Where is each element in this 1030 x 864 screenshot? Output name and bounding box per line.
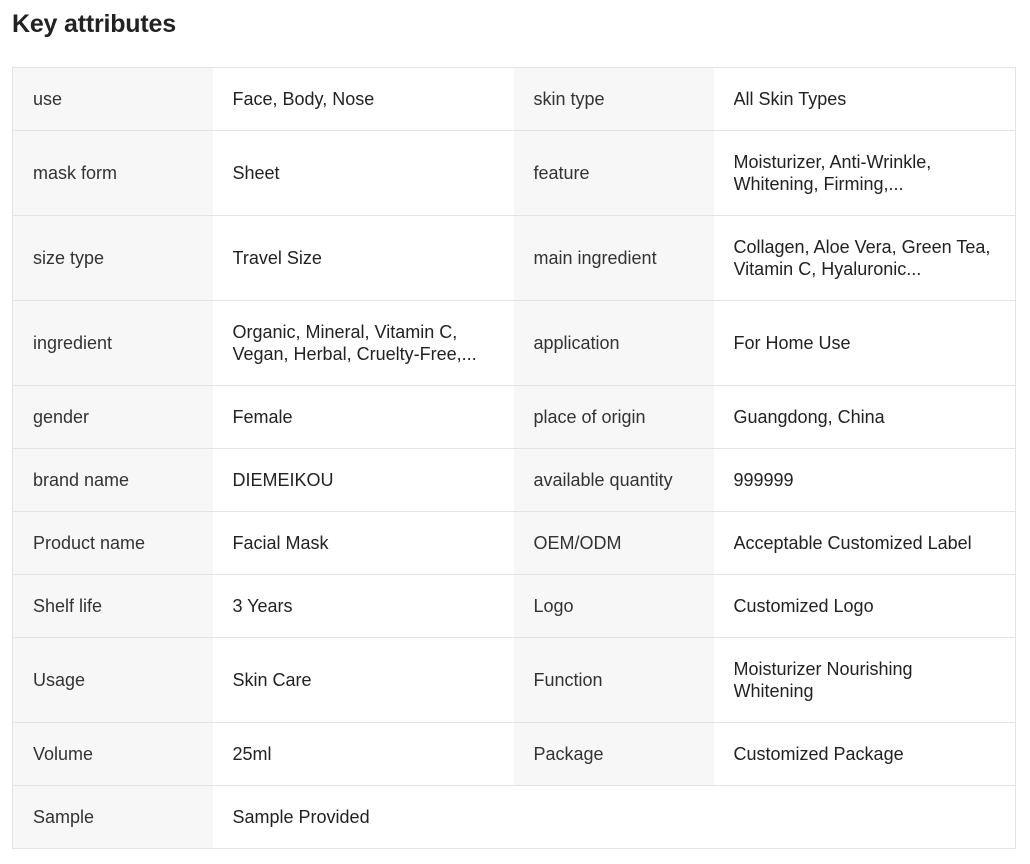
attribute-name: skin type (514, 68, 714, 131)
attribute-value (714, 449, 1016, 512)
attribute-value (213, 638, 514, 723)
attribute-name: size type (13, 216, 213, 301)
attribute-value (714, 638, 1016, 723)
attribute-name: place of origin (514, 386, 714, 449)
attribute-name: brand name (13, 449, 213, 512)
empty-cell (514, 786, 714, 849)
attribute-name: gender (13, 386, 213, 449)
table-row (13, 512, 1016, 575)
attribute-name: OEM/ODM (514, 512, 714, 575)
attribute-value (213, 216, 514, 301)
table-row (13, 131, 1016, 216)
table-row (13, 216, 1016, 301)
table-row (13, 301, 1016, 386)
attribute-name: Function (514, 638, 714, 723)
table-row (13, 386, 1016, 449)
attribute-name: available quantity (514, 449, 714, 512)
table-row (13, 638, 1016, 723)
attribute-value (213, 131, 514, 216)
attribute-name: Sample (13, 786, 213, 849)
attribute-value-text: Travel Size (232, 248, 322, 268)
attribute-name: Volume (13, 723, 213, 786)
attribute-value-text: DIEMEIKOU (232, 470, 334, 490)
attribute-value-text: Skin Care (232, 670, 312, 690)
attribute-name: Logo (514, 575, 714, 638)
attribute-value-text: Moisturizer, Anti-Wrinkle, Whitening, Firming,... (733, 152, 932, 194)
attribute-value (213, 786, 514, 849)
attribute-value-text: All Skin Types (733, 89, 847, 109)
attribute-value-text: Acceptable Customized Label (733, 533, 972, 553)
attribute-value-text: Moisturizer Nourishing Whitening (733, 659, 913, 701)
table-row (13, 575, 1016, 638)
table-row (13, 449, 1016, 512)
empty-cell (714, 786, 1016, 849)
attribute-value-text: For Home Use (733, 333, 851, 353)
attribute-name: use (13, 68, 213, 131)
attribute-value (714, 512, 1016, 575)
attribute-value-text: Facial Mask (232, 533, 329, 553)
table-row (13, 68, 1016, 131)
attribute-name: main ingredient (514, 216, 714, 301)
attribute-name: application (514, 301, 714, 386)
attribute-value-text: Collagen, Aloe Vera, Green Tea, Vitamin C, Hyaluronic... (733, 237, 991, 279)
attribute-value (213, 512, 514, 575)
attribute-value-text: 999999 (733, 470, 794, 490)
attribute-value (714, 68, 1016, 131)
attribute-value (714, 575, 1016, 638)
attribute-name: Usage (13, 638, 213, 723)
attribute-name: Package (514, 723, 714, 786)
attribute-value (213, 386, 514, 449)
attribute-value-text: Customized Package (733, 744, 904, 764)
attribute-value-text: 25ml (232, 744, 272, 764)
attribute-value (213, 723, 514, 786)
attribute-name: mask form (13, 131, 213, 216)
attribute-value-text: Organic, Mineral, Vitamin C, Vegan, Herbal, Cruelty-Free,... (232, 322, 477, 364)
attribute-value-text: Customized Logo (733, 596, 874, 616)
attribute-name: ingredient (13, 301, 213, 386)
table-row (13, 786, 1016, 849)
attribute-value (213, 68, 514, 131)
key-attributes-table (12, 67, 1016, 849)
attribute-value-text: Sheet (232, 163, 280, 183)
attribute-value-text: Guangdong, China (733, 407, 885, 427)
attribute-value-text: Female (232, 407, 293, 427)
attribute-value (213, 449, 514, 512)
attribute-value-text: 3 Years (232, 596, 293, 616)
attribute-value-text: Face, Body, Nose (232, 89, 375, 109)
attribute-name: Product name (13, 512, 213, 575)
attribute-value (714, 723, 1016, 786)
section-title: Key attributes (12, 10, 176, 38)
attribute-value (714, 386, 1016, 449)
attribute-value (714, 131, 1016, 216)
attribute-value (714, 216, 1016, 301)
attribute-value (213, 301, 514, 386)
attribute-name: Shelf life (13, 575, 213, 638)
attribute-value (213, 575, 514, 638)
table-row (13, 723, 1016, 786)
attribute-value (714, 301, 1016, 386)
attribute-value-text: Sample Provided (232, 807, 370, 827)
attribute-name: feature (514, 131, 714, 216)
